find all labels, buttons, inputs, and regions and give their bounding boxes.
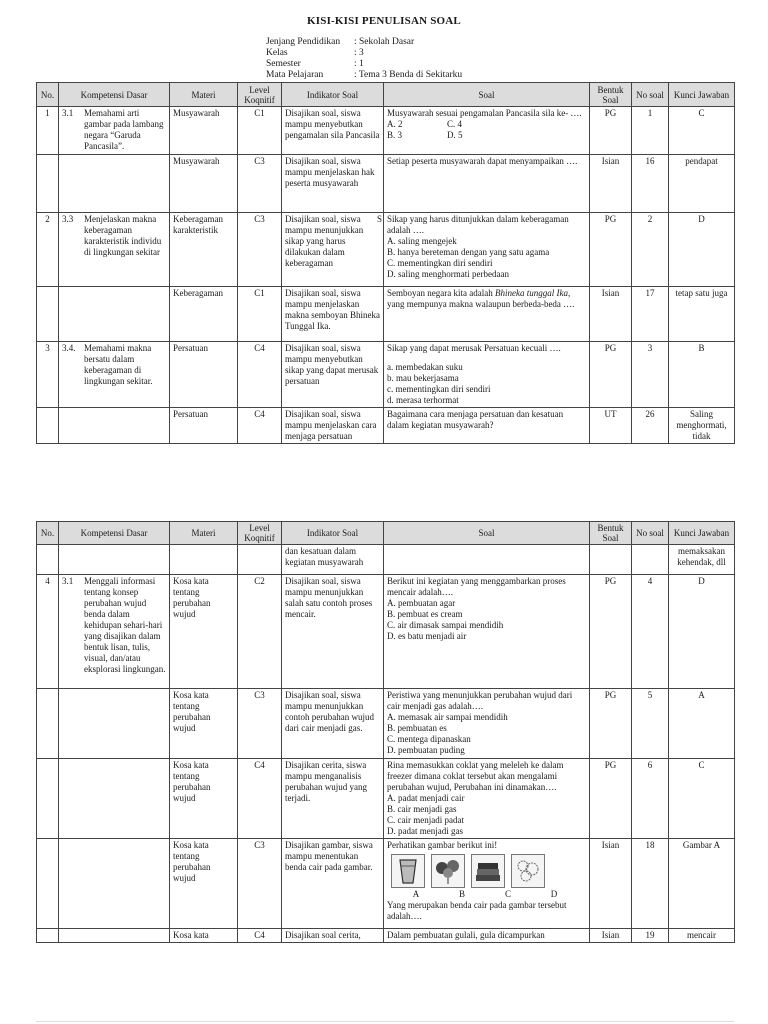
- cell-soal: Dalam pembuatan gulali, gula dicampurkan: [384, 929, 590, 943]
- header-kunci: Kunci Jawaban: [669, 522, 735, 545]
- kd-text: Menggali informasi tentang konsep perubahan wujud benda dalam kehidupan sehari-hari yang disajikan dalam bentuk lisan, tulis, visual, dan/atau eksplorasi lingkungan.: [84, 576, 166, 674]
- table-row: [37, 689, 735, 759]
- cell-bentuk: PG: [590, 342, 632, 408]
- cell-no-soal: 1: [632, 107, 669, 155]
- cell-bentuk: Isian: [590, 839, 632, 929]
- table-row: [37, 839, 735, 929]
- option: b. mau bekerjasama: [387, 373, 459, 383]
- cell-materi: [170, 545, 238, 575]
- cell-kunci: C: [669, 759, 735, 839]
- meta-value: : 3: [354, 48, 364, 58]
- cell-level: C4: [238, 408, 282, 444]
- cell-indikator: Disajikan soal, siswa mampu menunjukkan salah satu contoh proses mencair.: [282, 575, 384, 689]
- cell-soal: Bagaimana cara menjaga persatuan dan kesatuan dalam kegiatan musyawarah?: [384, 408, 590, 444]
- cell-soal: [384, 759, 590, 839]
- meta-value: : Sekolah Dasar: [354, 37, 415, 47]
- cell-no: [37, 408, 59, 444]
- cell-level: C2: [238, 575, 282, 689]
- cell-materi: Kosa kata tentang perubahan wujud: [170, 839, 238, 929]
- cell-materi: Musyawarah: [170, 107, 238, 155]
- table-row: [37, 929, 735, 943]
- soal-text: Rina memasukkan coklat yang meleleh ke dalam freezer dimana coklat tersebut akan mengalami perubahan wujud, Perubahan ini dinamakan….: [387, 760, 564, 792]
- option: A. padat menjadi cair: [387, 793, 465, 803]
- cell-level: C1: [238, 107, 282, 155]
- cell-materi: Kosa kata tentang perubahan wujud: [170, 759, 238, 839]
- option: B. 3: [387, 130, 403, 140]
- cell-soal: Setiap peserta musyawarah dapat menyampaikan ….: [384, 155, 590, 213]
- cell-kompetensi-dasar: [59, 575, 170, 689]
- option: B. pembuatan es: [387, 723, 447, 733]
- cell-soal: [384, 213, 590, 287]
- cell-level: C4: [238, 759, 282, 839]
- header-kompetensi-dasar: Kompetensi Dasar: [59, 522, 170, 545]
- cell-kunci: A: [669, 689, 735, 759]
- cell-no: [37, 155, 59, 213]
- header-materi: Materi: [170, 522, 238, 545]
- cell-materi: Keberagaman karakteristik: [170, 213, 238, 287]
- meta-value: : Tema 3 Benda di Sekitarku: [354, 70, 463, 80]
- option: D. padat menjadi gas: [387, 826, 463, 836]
- header-soal: Soal: [384, 83, 590, 107]
- cell-soal: [384, 545, 590, 575]
- cell-bentuk: PG: [590, 107, 632, 155]
- cell-indikator: Disajikan soal, siswa mampu menyebutkan sikap yang dapat merusak persatuan: [282, 342, 384, 408]
- cell-soal: [384, 575, 590, 689]
- soal-text: Yang merupakan benda cair pada gambar tersebut adalah….: [387, 900, 567, 921]
- option-row: [387, 119, 586, 130]
- cell-indikator: Disajikan soal cerita,: [282, 929, 384, 943]
- cell-no: [37, 759, 59, 839]
- cell-no-soal: 26: [632, 408, 669, 444]
- table-header-row: [37, 522, 735, 545]
- cell-bentuk: PG: [590, 759, 632, 839]
- soal-text: Berikut ini kegiatan yang menggambarkan proses mencair adalah….: [387, 576, 566, 597]
- header-no: No.: [37, 522, 59, 545]
- option: C. mentega dipanaskan: [387, 734, 471, 744]
- cell-materi: Kosa kata: [170, 929, 238, 943]
- kd-number: 3.3: [62, 214, 74, 224]
- table-row: [37, 155, 735, 213]
- cell-no-soal: 19: [632, 929, 669, 943]
- table-row: [37, 759, 735, 839]
- option: B. hanya bereteman dengan yang satu agama: [387, 247, 550, 257]
- cell-kompetensi-dasar: [59, 545, 170, 575]
- option-row: [387, 130, 586, 141]
- cell-level: [238, 545, 282, 575]
- header-no: No.: [37, 83, 59, 107]
- cell-indikator: Disajikan soal, siswa mampu menunjukkan contoh perubahan wujud dari cair menjadi gas.: [282, 689, 384, 759]
- option: A. saling mengejek: [387, 236, 457, 246]
- cell-no-soal: [632, 545, 669, 575]
- option: A. memasak air sampai mendidih: [387, 712, 508, 722]
- kd-number: 3.1: [62, 108, 74, 118]
- cell-bentuk: Isian: [590, 287, 632, 342]
- cell-level: C3: [238, 839, 282, 929]
- cell-level: C4: [238, 342, 282, 408]
- soal-text: Sikap yang harus ditunjukkan dalam keberagaman adalah ….: [387, 214, 569, 235]
- cell-kunci: D: [669, 213, 735, 287]
- cell-no-soal: 17: [632, 287, 669, 342]
- soal-text: Musyawarah sesuai pengamalan Pancasila sila ke- ….: [387, 108, 582, 118]
- cell-kompetensi-dasar: [59, 155, 170, 213]
- cell-materi: Kosa kata tentang perubahan wujud: [170, 689, 238, 759]
- picture-labels: [393, 889, 586, 900]
- soal-text: Semboyan negara kita adalah: [387, 288, 495, 298]
- header-soal: Soal: [384, 522, 590, 545]
- header-no-soal: No soal: [632, 83, 669, 107]
- table-row: [37, 545, 735, 575]
- indikator-text: Disajikan soal, siswa mampu menunjukkan sikap yang harus dilakukan dalam keberagaman: [285, 214, 364, 268]
- header-level: Level Koqnitif: [238, 83, 282, 107]
- header-materi: Materi: [170, 83, 238, 107]
- cell-indikator: Disajikan soal, siswa mampu menjelaskan cara menjaga persatuan: [282, 408, 384, 444]
- document-meta: [266, 37, 462, 81]
- option: D. 5: [447, 130, 463, 140]
- cell-soal: [384, 839, 590, 929]
- meta-row: [266, 48, 462, 59]
- cell-no: 1: [37, 107, 59, 155]
- cell-kompetensi-dasar: [59, 287, 170, 342]
- soal-text: Sikap yang dapat merusak Persatuan kecuali ….: [387, 343, 561, 353]
- cell-no-soal: 6: [632, 759, 669, 839]
- picture-label: A: [412, 889, 420, 899]
- cell-bentuk: PG: [590, 689, 632, 759]
- cell-level: C1: [238, 287, 282, 342]
- kd-number: 3.1: [62, 576, 74, 586]
- cell-kunci: memaksakan kehendak, dll: [669, 545, 735, 575]
- cell-materi: Keberagaman: [170, 287, 238, 342]
- cell-indikator: Disajikan cerita, siswa mampu menganalisis perubahan wujud yang terjadi.: [282, 759, 384, 839]
- meta-row: [266, 59, 462, 70]
- cell-indikator: Disajikan soal, siswa mampu menjelaskan makna semboyan Bhineka Tunggal Ika.: [282, 287, 384, 342]
- cell-no: [37, 287, 59, 342]
- meta-key: Kelas: [266, 48, 288, 58]
- meta-row: [266, 37, 462, 48]
- option: D. saling menghormati perbedaan: [387, 269, 509, 279]
- cell-no-soal: 2: [632, 213, 669, 287]
- cell-no: [37, 545, 59, 575]
- cell-no: [37, 839, 59, 929]
- header-indikator: Indikator Soal: [282, 522, 384, 545]
- cell-kunci: Gambar A: [669, 839, 735, 929]
- soal-text: , yang mempunya makna walaupun berbeda-beda ….: [387, 288, 575, 309]
- cell-soal: [384, 689, 590, 759]
- option: A. pembuatan agar: [387, 598, 456, 608]
- document-title: KISI-KISI PENULISAN SOAL: [307, 15, 461, 27]
- cell-bentuk: [590, 545, 632, 575]
- table-row: [37, 408, 735, 444]
- option: D. pembuatan puding: [387, 745, 465, 755]
- cell-bentuk: PG: [590, 213, 632, 287]
- cell-no-soal: 4: [632, 575, 669, 689]
- soal-text: Peristiwa yang menunjukkan perubahan wujud dari cair menjadi gas adalah….: [387, 690, 573, 711]
- option: C. 4: [447, 119, 463, 129]
- kd-text: Memahami makna bersatu dalam keberagaman di lingkungan sekitar.: [84, 343, 153, 386]
- cell-indikator: [282, 213, 384, 287]
- kisi-kisi-table-2: [36, 521, 735, 943]
- cell-bentuk: Isian: [590, 929, 632, 943]
- option: D. es batu menjadi air: [387, 631, 467, 641]
- cell-indikator: Disajikan soal, siswa mampu menjelaskan hak peserta musyawarah: [282, 155, 384, 213]
- table-row: [37, 575, 735, 689]
- table-row: [37, 342, 735, 408]
- cell-soal: [384, 287, 590, 342]
- picture-label: B: [458, 889, 465, 899]
- table-row: [37, 287, 735, 342]
- books-picture: [471, 854, 505, 888]
- meta-row: [266, 70, 462, 81]
- cell-kompetensi-dasar: [59, 929, 170, 943]
- picture-options: [391, 854, 586, 888]
- header-level: Level Koqnitif: [238, 522, 282, 545]
- header-bentuk: Bentuk Soal: [590, 522, 632, 545]
- cell-kompetensi-dasar: [59, 839, 170, 929]
- table-header-row: [37, 83, 735, 107]
- cell-level: C3: [238, 213, 282, 287]
- option: A. 2: [387, 119, 403, 129]
- kd-text: Memahami arti gambar pada lambang negara “Garuda Pancasila”.: [84, 108, 164, 151]
- option: a. membedakan suku: [387, 362, 463, 372]
- cell-soal: [384, 107, 590, 155]
- cell-no: 4: [37, 575, 59, 689]
- meta-key: Semester: [266, 59, 301, 69]
- soal-text: Perhatikan gambar berikut ini!: [387, 840, 498, 850]
- cell-no: 2: [37, 213, 59, 287]
- cell-kunci: pendapat: [669, 155, 735, 213]
- picture-label: C: [504, 889, 511, 899]
- page-divider: [36, 1021, 734, 1022]
- cell-materi: Persatuan: [170, 342, 238, 408]
- cell-level: C3: [238, 155, 282, 213]
- table-row: [37, 107, 735, 155]
- cell-indikator: dan kesatuan dalam kegiatan musyawarah: [282, 545, 384, 575]
- option: C. mementingkan diri sendiri: [387, 258, 493, 268]
- cell-materi: Kosa kata tentang perubahan wujud: [170, 575, 238, 689]
- cell-kunci: D: [669, 575, 735, 689]
- option: d. merasa terhormat: [387, 395, 459, 405]
- option: c. mementingkan diri sendiri: [387, 384, 491, 394]
- glass-of-water-picture: [391, 854, 425, 888]
- cell-kompetensi-dasar: [59, 689, 170, 759]
- cell-materi: Musyawarah: [170, 155, 238, 213]
- cell-no: 3: [37, 342, 59, 408]
- kd-text: Menjelaskan makna keberagaman karakteristik individu di lingkungan sekitar: [84, 214, 162, 257]
- cell-no-soal: 5: [632, 689, 669, 759]
- cell-kunci: tetap satu juga: [669, 287, 735, 342]
- option: B. pembuat es cream: [387, 609, 463, 619]
- option: C. air dimasak sampai mendidih: [387, 620, 504, 630]
- meta-value: : 1: [354, 59, 364, 69]
- cell-kunci: B: [669, 342, 735, 408]
- header-kunci: Kunci Jawaban: [669, 83, 735, 107]
- header-no-soal: No soal: [632, 522, 669, 545]
- cell-no-soal: 3: [632, 342, 669, 408]
- cell-bentuk: UT: [590, 408, 632, 444]
- table-row: [37, 213, 735, 287]
- kisi-kisi-table-1: [36, 82, 735, 444]
- cell-level: C4: [238, 929, 282, 943]
- cell-kompetensi-dasar: [59, 408, 170, 444]
- header-kompetensi-dasar: Kompetensi Dasar: [59, 83, 170, 107]
- cell-no: [37, 689, 59, 759]
- cell-level: C3: [238, 689, 282, 759]
- balloons-picture: [431, 854, 465, 888]
- smoke-picture: [511, 854, 545, 888]
- cell-no-soal: 16: [632, 155, 669, 213]
- meta-key: Jenjang Pendidikan: [266, 37, 341, 47]
- cell-indikator: Disajikan gambar, siswa mampu menentukan benda cair pada gambar.: [282, 839, 384, 929]
- cell-kompetensi-dasar: [59, 213, 170, 287]
- cell-no-soal: 18: [632, 839, 669, 929]
- cell-kunci: C: [669, 107, 735, 155]
- cell-kunci: Saling menghormati, tidak: [669, 408, 735, 444]
- picture-label: D: [550, 889, 558, 899]
- soal-emphasis: Bhineka tunggal Ika: [494, 288, 568, 298]
- stray-mark: S: [376, 214, 382, 224]
- cell-kunci: mencair: [669, 929, 735, 943]
- cell-materi: Persatuan: [170, 408, 238, 444]
- cell-indikator: Disajikan soal, siswa mampu menyebutkan pengamalan sila Pancasila: [282, 107, 384, 155]
- header-bentuk: Bentuk Soal: [590, 83, 632, 107]
- cell-bentuk: PG: [590, 575, 632, 689]
- option: C. cair menjadi padat: [387, 815, 464, 825]
- cell-bentuk: Isian: [590, 155, 632, 213]
- cell-kompetensi-dasar: [59, 107, 170, 155]
- cell-no: [37, 929, 59, 943]
- cell-soal: [384, 342, 590, 408]
- option: B. cair menjadi gas: [387, 804, 457, 814]
- header-indikator: Indikator Soal: [282, 83, 384, 107]
- meta-key: Mata Pelajaran: [266, 70, 324, 80]
- cell-kompetensi-dasar: [59, 759, 170, 839]
- cell-kompetensi-dasar: [59, 342, 170, 408]
- kd-number: 3.4.: [62, 343, 76, 353]
